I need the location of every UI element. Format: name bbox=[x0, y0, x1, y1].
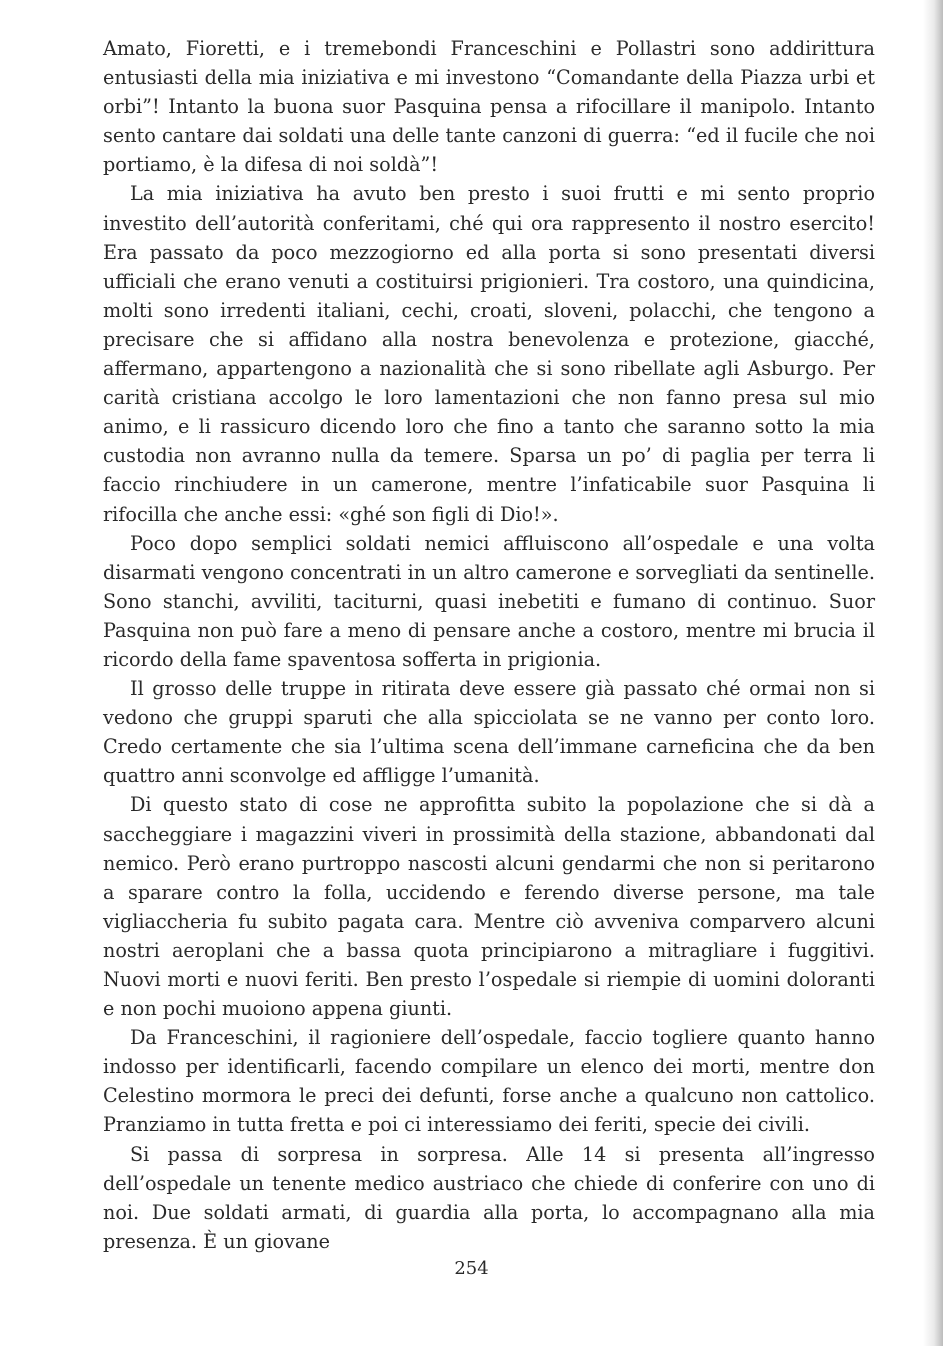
paragraph-7: Si passa di sorpresa in sorpresa. Alle 14 si presenta all’ingresso dell’ospedale un tenente medico austriaco che chiede di conferire con uno di noi. Due soldati armati, di guardia alla porta, lo accompagnano alla mia presenza. È un giovane bbox=[103, 1142, 875, 1253]
body-text bbox=[103, 34, 875, 1256]
paragraph-6: Da Franceschini, il ragioniere dell’ospedale, faccio togliere quanto hanno indosso per identificarli, facendo compilare un elenco dei morti, mentre don Celestino mormora le preci dei defunti, forse anche a qualcuno non cattolico. Pranziamo in tutta fretta e poi ci interessiamo dei feriti, specie dei civili. bbox=[103, 1026, 875, 1137]
paragraph-1: Amato, Fioretti, e i tremebondi Franceschini e Pollastri sono addirittura entusiasti della mia iniziativa e mi investono “Comandante della Piazza urbi et orbi”! Intanto la buona suor Pasquina pensa a rifocillare il manipolo. Intanto sento cantare dai soldati una delle tante canzoni di guerra: “ed il fucile che noi portiamo, è la difesa di noi soldà”! bbox=[103, 37, 875, 177]
paragraph-2: La mia iniziativa ha avuto ben presto i suoi frutti e mi sento proprio investito dell’autorità conferitami, ché qui ora rappresento il nostro esercito! Era passato da poco mezzogiorno ed alla porta si sono presentati diversi ufficiali che erano venuti a costituirsi prigionieri. Tra costoro, una quindicina, molti sono irredenti italiani, cechi, croati, sloveni, polacchi, che tengono a precisare che si affidano alla nostra benevolenza e protezione, giacché, affermano, appartengono a nazionalità che si sono ribellate agli Asburgo. Per carità cristiana accolgo le loro lamentazioni che non fanno presa sul mio animo, e li rassicuro dicendo loro che fino a tanto che saranno sotto la mia custodia non avranno nulla da temere. Sparsa un po’ di paglia per terra li faccio rinchiudere in un camerone, mentre l’infaticabile suor Pasquina li rifocilla che anche essi: «ghé son figli di Dio!». bbox=[103, 182, 875, 526]
binding-shadow bbox=[923, 0, 943, 1346]
paragraph-4: Il grosso delle truppe in ritirata deve essere già passato ché ormai non si vedono che gruppi sparuti che alla spicciolata se ne vanno per conto loro. Credo certamente che sia l’ultima scena dell’immane carneficina che da ben quattro anni sconvolge ed affligge l’umanità. bbox=[103, 677, 875, 788]
page-number: 254 bbox=[454, 1258, 489, 1279]
paragraph-3: Poco dopo semplici soldati nemici affluiscono all’ospedale e una volta disarmati vengono concentrati in un altro camerone e sorvegliati da sentinelle. Sono stanchi, avviliti, taciturni, quasi inebetiti e fumano di continuo. Suor Pasquina non può fare a meno di pensare anche a costoro, mentre mi brucia il ricordo della fame spaventosa sofferta in prigionia. bbox=[103, 531, 875, 671]
paragraph-5: Di questo stato di cose ne approfitta subito la popolazione che si dà a saccheggiare i magazzini viveri in prossimità della stazione, abbandonati dal nemico. Però erano purtroppo nascosti alcuni gendarmi che non si peritarono a sparare contro la folla, uccidendo e ferendo diverse persone, ma tale vigliaccheria fu subito pagata cara. Mentre ciò avveniva comparvero alcuni nostri aeroplani che a bassa quota principiarono a mitragliare i fuggitivi. Nuovi morti e nuovi feriti. Ben presto l’ospedale si riempie di uomini doloranti e non pochi muoiono appena giunti. bbox=[103, 793, 875, 1021]
